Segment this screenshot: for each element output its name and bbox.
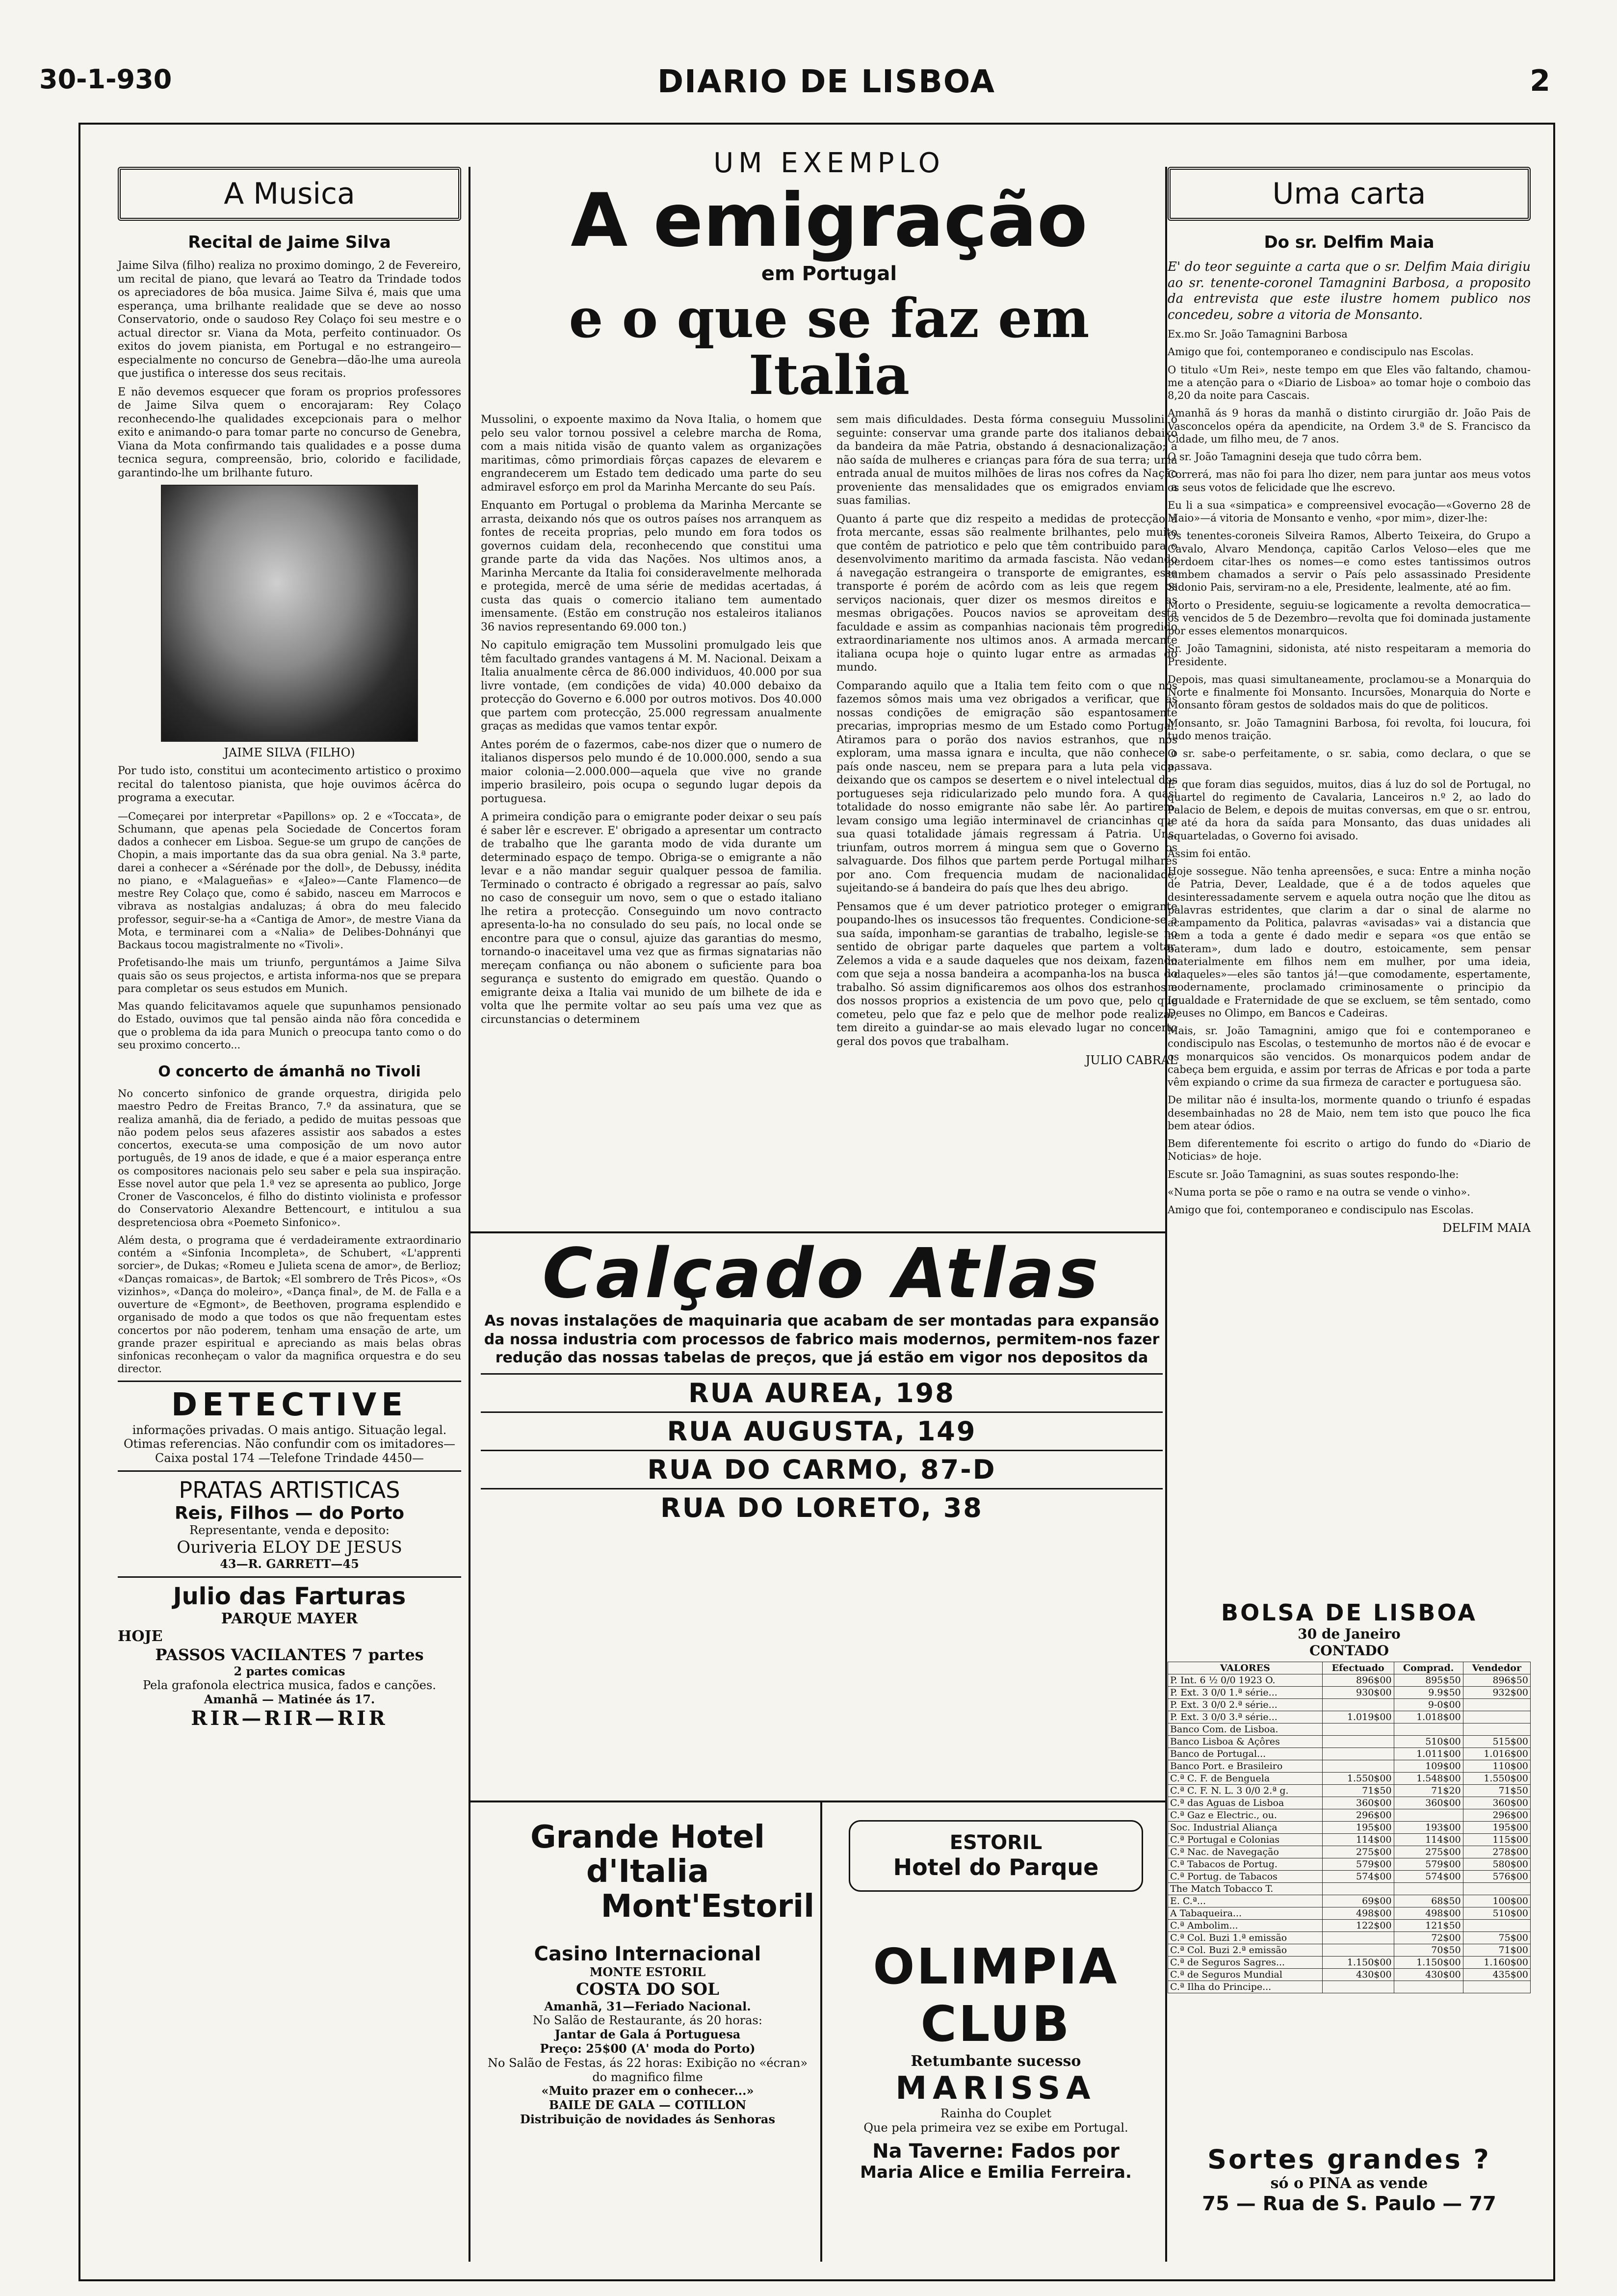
table-row bbox=[1168, 1957, 1531, 1969]
table-cell: 580$00 bbox=[1463, 1858, 1530, 1871]
article-paragraph: Antes porém de o fazermos, cabe-nos dizer que o numero de italianos dispersos pelo mundo é de 10.000.000, sendo a sua maior colonia—2.000.000—aquela que vive no grande imperio brasileiro, pois ocupa o segundo lugar depois da portuguesa. bbox=[481, 738, 822, 805]
pratas-ad-line: 43—R. GARRETT—45 bbox=[220, 1557, 359, 1571]
table-cell: 932$00 bbox=[1463, 1687, 1530, 1699]
table-cell: 510$00 bbox=[1394, 1736, 1463, 1748]
table-cell bbox=[1322, 1981, 1394, 1993]
portrait-photo bbox=[161, 485, 418, 742]
julio-ad-line: HOJE bbox=[118, 1628, 163, 1645]
table-cell bbox=[1322, 1932, 1394, 1944]
table-cell: The Match Tobacco T. bbox=[1168, 1883, 1323, 1895]
recital-paragraph: Mas quando felicitavamos aquele que supunhamos pensionado do Estado, ouvimos que tal pensão ainda não fôra concedida e que o problema da ida para Munich o preocupa tanto como o do seu proximo concerto... bbox=[118, 1000, 461, 1051]
music-column bbox=[118, 167, 461, 1735]
table-cell: C.ª das Aguas de Lisboa bbox=[1168, 1797, 1323, 1809]
bolsa-column-header: Comprad. bbox=[1394, 1662, 1463, 1674]
article-column-1 bbox=[481, 413, 822, 1067]
table-cell: P. Ext. 3 0/0 1.ª série... bbox=[1168, 1687, 1323, 1699]
table-cell bbox=[1322, 1883, 1394, 1895]
article-paragraph: Comparando aquilo que a Italia tem feito com o que nós fazemos sômos mais uma vez obrigados a verificar, que as nossas condições de emigração são espantosamente precarias, improprias mesmo de um Estado como Portugal. Atiramos para o porão dos navios estranhos, que nos exploram, uma massa ignara e inculta, que não conhece o país onde nasceu, nem se prepara para a luta pela vida, deixando que os campos se desertem e o nivel intelectual dos portugueses seja ridicularizado pelo mundo fora. A quasi totalidade do nosso emigrante não sabe lêr. Ao partirem, levam consigo uma legião interminavel de criancinhas que sua quasi totalidade jámais regressam á Patria. Uns, triunfam, outros morrem á mingua sem que o Governo os salvaguarde. Dos filhos que partem perde Portugal milhares por ano. Com frequencia mudam de nacionalidade, sujeitando-se á bandeira do país que lhes deu abrigo. bbox=[836, 679, 1177, 894]
table-cell: 193$00 bbox=[1394, 1822, 1463, 1834]
casino-ad bbox=[481, 1943, 814, 2127]
table-cell: C.ª C. F. de Benguela bbox=[1168, 1773, 1323, 1785]
article-paragraph: No capitulo emigração tem Mussolini promulgado leis que têm facultado grandes vantagens á M. M. Nacional. Deixam a Italia anualmente cêrca de 86.000 individuos, 40.000 por sua livre vontade, (em condições de vida) 40.000 debaixo da protecção do Governo e 6.000 por outros motivos. Dos 40.000 que partem com protecção, 25.000 regressam anualmente graças as medidas que vamos tentar expôr. bbox=[481, 639, 822, 732]
estoril-ad bbox=[829, 1805, 1163, 1938]
atlas-ad-address: RUA DO CARMO, 87-D bbox=[481, 1450, 1163, 1488]
bolsa-column-header: Vendedor bbox=[1463, 1662, 1530, 1674]
estoril-ad-line: ESTORIL bbox=[949, 1831, 1043, 1854]
table-cell bbox=[1463, 1699, 1530, 1711]
table-cell bbox=[1463, 1920, 1530, 1932]
recital-paragraph: —Começarei por interpretar «Papillons» op. 2 e «Toccata», de Schumann, que apenas pela Sociedade de Concertos foram dados a conhecer em Lisboa. Segue-se um grupo de canções de Chopin, a mais importante das da sua obra genial. Na 3.ª parte, darei a conhecer a «Sérénade por the doll», de Debussy, inédita no piano, e «Malagueñas» e «Jaleo»—Cante Flamenco—de mestre Rey Colaço que, como é sabido, nasceu em Marrocos e vibrava as nostalgias andaluzas; á obra do meu falecido professor, seguir-se-ha a «Cantiga de Amor», de mestre Viana da Mota, e terminarei com a «Nalia» de Delibes-Dohnányi que Backaus tocou magistralmente no «Tivoli». bbox=[118, 810, 461, 951]
table-cell: 110$00 bbox=[1463, 1760, 1530, 1773]
table-row bbox=[1168, 1674, 1531, 1687]
table-cell: 71$50 bbox=[1463, 1785, 1530, 1797]
table-cell: 498$00 bbox=[1322, 1907, 1394, 1920]
table-cell: 1.018$00 bbox=[1394, 1711, 1463, 1723]
article-subtitle: em Portugal bbox=[761, 262, 897, 285]
table-cell: C.ª Tabacos de Portug. bbox=[1168, 1858, 1323, 1871]
bolsa-date: 30 de Janeiro bbox=[1298, 1626, 1401, 1642]
pratas-ad-line: Ouriveria ELOY DE JESUS bbox=[177, 1537, 402, 1557]
masthead bbox=[39, 59, 1550, 113]
article-signature: JULIO CABRAL bbox=[1085, 1053, 1177, 1067]
bolsa-subtitle: CONTADO bbox=[1309, 1642, 1389, 1659]
table-cell: 275$00 bbox=[1322, 1846, 1394, 1858]
letter-paragraph: O sr. sabe-o perfeitamente, o sr. sabia, como declara, o que se passava. bbox=[1168, 748, 1531, 773]
letter-paragraph: Depois, mas quasi simultaneamente, proclamou-se a Monarquia do Norte e finalmente foi Monsanto. Incursões, Monarquia do Norte e Monsanto fôram gestos de soldados mais do que de politicos. bbox=[1168, 673, 1531, 711]
table-cell: 278$00 bbox=[1463, 1846, 1530, 1858]
table-cell bbox=[1394, 1981, 1463, 1993]
divider-article-ad bbox=[469, 1231, 1167, 1233]
table-cell: 579$00 bbox=[1394, 1858, 1463, 1871]
table-cell: 71$20 bbox=[1394, 1785, 1463, 1797]
table-cell: 1.016$00 bbox=[1463, 1748, 1530, 1760]
article-paragraph: Quanto á parte que diz respeito a medidas de protecção á frota mercante, essas são realmente brilhantes, pelo muito que contêm de patriotico e pelo que têm contribuido para o desenvolvimento maritimo da armada fascista. Não vedando á navegação estrangeira o transporte de emigrantes, esse transporte é porém de acôrdo com as leis que regem os serviços nacionais, quer dizer os mesmos direitos e as mesmas obrigações. Poucos navios se aproveitam desta faculdade e assim as companhias nacionais têm progredido extraordinariamente nos ultimos anos. A armada mercante italiana ocupa hoje o quinto lugar entre as armadas do mundo. bbox=[836, 513, 1177, 674]
letter-intro: E' do teor seguinte a carta que o sr. Delfim Maia dirigiu ao sr. tenente-coronel Tamagnini Barbosa, a proposito da entrevista que este ilustre homem publico nos concedeu, sobre a vitoria de Monsanto. bbox=[1168, 260, 1531, 322]
table-cell: 576$00 bbox=[1463, 1871, 1530, 1883]
table-cell: 71$00 bbox=[1463, 1944, 1530, 1957]
table-row bbox=[1168, 1736, 1531, 1748]
hotel-ad-name: Grande Hotel d'Italia bbox=[530, 1819, 765, 1890]
letter-paragraph: O sr. João Tamagnini deseja que tudo côrra bem. bbox=[1168, 451, 1422, 463]
table-cell bbox=[1322, 1723, 1394, 1736]
table-cell: 574$00 bbox=[1322, 1871, 1394, 1883]
emigration-article bbox=[481, 147, 1177, 1067]
estoril-ad-box bbox=[849, 1820, 1143, 1892]
atlas-ad-address: RUA AUGUSTA, 149 bbox=[481, 1411, 1163, 1450]
article-paragraph: Pensamos que é um dever patriotico proteger o emigrante poupando-lhes os insucessos tão frequentes. Condicione-se a sua saída, imponham-se garantias de trabalho, legisle-se no sentido de obrigar parte daqueles que partem a voltar. Zelemos a vida e a saude daqueles que nos deixam, fazendo com que seja a nossa bandeira a acompanha-los na busca do trabalho. Só assim dignificaremos aos olhos dos estranhos e dos nossos proprios a existencia de um povo que, pelo que cometeu, pelo que faz e pelo que de melhor pode realizar, tem direito a guindar-se ao mais elevado lugar no concerto geral dos povos que trabalham. bbox=[836, 900, 1177, 1048]
estoril-ad-line: Hotel do Parque bbox=[893, 1854, 1099, 1880]
page-number: 2 bbox=[1530, 64, 1550, 98]
recital-paragraph: Jaime Silva (filho) realiza no proximo domingo, 2 de Fevereiro, um recital de piano, que levará ao Teatro da Trindade todos os apreciadores de bôa musica. Jaime Silva é, mais que uma esperança, uma brilhante realidade que se deve ao nosso Conservatorio, onde o saudoso Rey Colaço foi seu mestre e o actual director sr. Viana da Mota, perfeito continuador. Os exitos do jovem pianista, em Portugal e no estrangeiro—especialmente no concurso de Genebra—dão-lhe uma aureola que justifica o interesse dos seus recitais. bbox=[118, 260, 461, 380]
table-cell: 430$00 bbox=[1394, 1969, 1463, 1981]
issue-date: 30-1-930 bbox=[39, 64, 172, 95]
table-cell: 896$50 bbox=[1463, 1674, 1530, 1687]
table-cell bbox=[1394, 1883, 1463, 1895]
table-row bbox=[1168, 1981, 1531, 1993]
casino-ad-title: Casino Internacional bbox=[534, 1943, 761, 1965]
julio-ad-line: Amanhã — Matinée ás 17. bbox=[204, 1692, 375, 1707]
olimpia-ad-line: Na Taverne: Fados por bbox=[872, 2139, 1120, 2163]
table-row bbox=[1168, 1785, 1531, 1797]
table-cell: C.ª Gaz e Electric., ou. bbox=[1168, 1809, 1323, 1822]
table-cell: C.ª Nac. de Navegação bbox=[1168, 1846, 1323, 1858]
table-cell: 296$00 bbox=[1463, 1809, 1530, 1822]
table-cell: 1.150$00 bbox=[1322, 1957, 1394, 1969]
table-cell: Soc. Industrial Aliança bbox=[1168, 1822, 1323, 1834]
table-cell: C.ª Ilha do Principe... bbox=[1168, 1981, 1323, 1993]
table-cell: C.ª de Seguros Sagres... bbox=[1168, 1957, 1323, 1969]
newspaper-title: DIARIO DE LISBOA bbox=[657, 64, 996, 100]
letter-paragraph: Correrá, mas não foi para lho dizer, nem para juntar aos meus votos os seus votos de felicidade que lhe escrevo. bbox=[1168, 469, 1531, 494]
olimpia-ad-line: MARISSA bbox=[895, 2070, 1096, 2107]
bolsa-quotes bbox=[1168, 1662, 1531, 1993]
table-cell: 100$00 bbox=[1463, 1895, 1530, 1907]
julio-ad-line: PARQUE MAYER bbox=[221, 1610, 358, 1628]
table-cell: 1.548$00 bbox=[1394, 1773, 1463, 1785]
table-cell: 122$00 bbox=[1322, 1920, 1394, 1932]
table-row bbox=[1168, 1858, 1531, 1871]
table-cell: 75$00 bbox=[1463, 1932, 1530, 1944]
atlas-ad-address: RUA DO LORETO, 38 bbox=[481, 1488, 1163, 1526]
letter-paragraph: Monsanto, sr. João Tamagnini Barbosa, foi revolta, foi loucura, foi tudo menos traição. bbox=[1168, 717, 1531, 742]
detective-ad bbox=[118, 1381, 461, 1470]
letter-paragraph: Amigo que foi, contemporaneo e condiscipulo nas Escolas. bbox=[1168, 346, 1474, 358]
table-cell: 296$00 bbox=[1322, 1809, 1394, 1822]
letter-paragraph: E' que foram dias seguidos, muitos, dias á luz do sol de Portugal, no quartel do regimento de Cavalaria, Lanceiros n.º 2, ao lado do Palacio de Belem, e depois de muitas conversas, em que o sr. entrou, e até da hora da saída para Monsanto, das duas unidades ali aquarteladas, o Governo foi avisado. bbox=[1168, 778, 1531, 842]
pratas-ad-title: PRATAS ARTISTICAS bbox=[179, 1476, 400, 1503]
bolsa-body bbox=[1168, 1674, 1531, 1993]
letter-paragraph: Hoje sossegue. Não tenha apreensões, e suca: Entre a minha noção de Patria, Dever, Lealdade, que é a de todos aqueles que desinteressadamente servem e aquela outra noção que lhe ditou as palavras estridentes, que clarim a dar o sinal de alarme no acampamento da Politica, palavras «avisadas» vai a distancia que nem a toda a gente é dado medir e separa «os que então se bateram», dum lado e doutro, estoicamente, sem pensar materialmente em filhos nem em mulher, por uma ideia, «daqueles»—eles são tantos já!—que comodamente, espertamente, modernamente, proclamado criminosamente o principio da Igualdade e Fraternidade de que se excluem, se têm sentado, como Deuses no Olimpo, em Bancos e Cadeiras. bbox=[1168, 865, 1531, 1019]
table-row bbox=[1168, 1895, 1531, 1907]
letter-signature: DELFIM MAIA bbox=[1442, 1221, 1531, 1235]
tivoli-paragraph: Além desta, o programa que é verdadeiramente extraordinario contém a «Sinfonia Incompleta», de Schubert, «L'apprenti sorcier», de Dukas; «Romeu e Julieta scena de amor», de Berlioz; «Danças romaicas», de Bartok; «El sombrero de Três Picos», «Os vizinhos», «Dança do moleiro», «Dança final», de M. de Falla e a ouverture de «Egmont», de Beethoven, programa esplendido e organisado de modo a que todos os que não frequentam estes concertos por não poderem, tenham uma ensação de arte, um grande prazer espiritual e apreciando as mais belas obras sinfonicas reconheçam o valor da magnifica orquestra e do seu director. bbox=[118, 1234, 461, 1375]
table-cell bbox=[1463, 1723, 1530, 1736]
table-cell bbox=[1394, 1809, 1463, 1822]
letter-paragraph: Bem diferentemente foi escrito o artigo do fundo do «Diario de Noticias» de hoje. bbox=[1168, 1138, 1531, 1163]
table-cell: P. Ext. 3 0/0 3.ª série... bbox=[1168, 1711, 1323, 1723]
casino-ad-line: No Salão de Festas, ás 22 horas: Exibição no «écran» do magnifico filme bbox=[488, 2056, 808, 2084]
article-headline: A emigração bbox=[571, 178, 1088, 263]
table-row bbox=[1168, 1723, 1531, 1736]
table-cell: E. C.ª... bbox=[1168, 1895, 1323, 1907]
table-cell: 430$00 bbox=[1322, 1969, 1394, 1981]
table-cell: P. Ext. 3 0/0 2.ª série... bbox=[1168, 1699, 1323, 1711]
casino-ad-line: COSTA DO SOL bbox=[576, 1979, 719, 1999]
table-cell bbox=[1394, 1723, 1463, 1736]
julio-ad-line: Pela grafonola electrica musica, fados e canções. bbox=[143, 1678, 436, 1693]
atlas-ad bbox=[481, 1236, 1163, 1526]
julio-ad-line: PASSOS VACILANTES 7 partes bbox=[155, 1645, 424, 1665]
divider-bottom-ads bbox=[820, 1800, 822, 2262]
table-cell bbox=[1463, 1981, 1530, 1993]
table-cell: 930$00 bbox=[1322, 1687, 1394, 1699]
article-paragraph: A primeira condição para o emigrante poder deixar o seu país é saber lêr e escrever. E' obrigado a apresentar um contracto de trabalho que lhe garanta modo de vida durante um determinado espaço de tempo. Obriga-se o emigrante a não levar e a não mandar seguir qualquer pessoa de familia. Terminado o contracto é obrigado a regressar ao país, salvo no caso de conseguir um novo, sem o que o estado italiano lhe retira a protecção. Conseguindo um novo contracto apresenta-lo-ha no consulado do seu país, no local onde se encontre para que o consul, ajuize das garantias do mesmo, tornando-o inaceitavel uma vez que as firmas signatarias não mereçam confiança ou não abonem o suficiente para boa segurança e sustento do emigrado em questão. Quando o emigrante deixa a Italia vai munido de um bilhete de ida e volta que lhe permite voltar ao seu país uma vez que as circunstancias o determinem bbox=[481, 811, 822, 1026]
table-cell: 579$00 bbox=[1322, 1858, 1394, 1871]
olimpia-ad-line: Rainha do Couplet bbox=[940, 2107, 1052, 2120]
table-row bbox=[1168, 1809, 1531, 1822]
table-cell: C.ª Col. Buzi 2.ª emissão bbox=[1168, 1944, 1323, 1957]
table-cell: 1.150$00 bbox=[1394, 1957, 1463, 1969]
table-cell: P. Int. 6 ½ 0/0 1923 O. bbox=[1168, 1674, 1323, 1687]
table-row bbox=[1168, 1944, 1531, 1957]
letter-paragraph: Morto o Presidente, seguiu-se logicamente a revolta democratica—os vencidos de 5 de Dezembro—revolta que foi dominada justamente por esses elementos monarquicos. bbox=[1168, 599, 1531, 637]
letter-paragraph: Mais, sr. João Tamagnini, amigo que foi e contemporaneo e condiscipulo nas Escolas, o testemunho de mortos não é de evocar e os monarquicos são vencidos. Os monarquicos podem andar de cabeça bem erguida, e assim por terras de Africas e por toda a parte vêm expiando o crime da sua firmeza de caracter e portuguesa são. bbox=[1168, 1025, 1531, 1088]
article-paragraph: Enquanto em Portugal o problema da Marinha Mercante se arrasta, deixando nós que os outros países nos arranquem as fontes de receita proprias, pelo mundo em fora todos os governos cuidam dela, reconhecendo que constitui uma grande parte da vida das Nações. Nos ultimos anos, a Marinha Mercante da Italia foi consideravelmente melhorada e protegida, mercê de uma série de medidas acertadas, á custa das quais o comercio italiano tem aumentado imensamente. (Estão em construção nos estaleiros italianos 36 navios representando 69.000 ton.) bbox=[481, 499, 822, 633]
table-cell: 360$00 bbox=[1322, 1797, 1394, 1809]
table-cell: Banco de Portugal... bbox=[1168, 1748, 1323, 1760]
detective-ad-title: DETECTIVE bbox=[171, 1386, 408, 1423]
article-headline-secondary: e o que se faz em Italia bbox=[569, 287, 1090, 407]
article-body bbox=[481, 413, 1177, 1067]
letter-paragraph: O titulo «Um Rei», neste tempo em que Eles vão faltando, chamou-me a atenção para o «Diario de Lisboa» ao tomar hoje o comboio das 8,20 da noite para Cascais. bbox=[1168, 364, 1531, 401]
tivoli-paragraph: No concerto sinfonico de grande orquestra, dirigida pelo maestro Pedro de Freitas Branco, 7.º da assinatura, que se realiza amanhã, dia de feriado, a pedido de muitas pessoas que não podem pelos seus afazeres assistir aos sabados a estes concertos, executa-se uma composição de um novo autor português, de 19 anos de idade, e que é a maior esperança entre os compositores nacionais pelo seu saber e pela sua inspiração. Esse novel autor que pela 1.ª vez se apresenta ao publico, Jorge Croner de Vasconcelos, é filho do distinto violinista e professor do Conservatorio Alexandre Bettencourt, e intitulou a sua despretenciosa obra «Poemeto Sinfonico». bbox=[118, 1088, 461, 1228]
letter-paragraph: Assim foi então. bbox=[1168, 847, 1251, 860]
letter-paragraph: Amanhã ás 9 horas da manhã o distinto cirurgião dr. João Pais de Vasconcelos opéra da apendicite, na Ordem 3.ª de S. Francisco da Cidade, um filho meu, de 7 anos. bbox=[1168, 407, 1531, 445]
recital-heading: Recital de Jaime Silva bbox=[188, 233, 391, 252]
hotel-italia-ad bbox=[481, 1805, 814, 1943]
table-cell bbox=[1322, 1748, 1394, 1760]
table-cell: 114$00 bbox=[1322, 1834, 1394, 1846]
table-row bbox=[1168, 1846, 1531, 1858]
letter-paragraph: «Numa porta se põe o ramo e na outra se vende o vinho». bbox=[1168, 1186, 1470, 1198]
table-row bbox=[1168, 1797, 1531, 1809]
table-cell: 114$00 bbox=[1394, 1834, 1463, 1846]
table-cell: 195$00 bbox=[1322, 1822, 1394, 1834]
table-cell: 1.550$00 bbox=[1322, 1773, 1394, 1785]
table-row bbox=[1168, 1687, 1531, 1699]
julio-ad-title: Julio das Farturas bbox=[173, 1583, 406, 1611]
table-cell: C.ª Portug. de Tabacos bbox=[1168, 1871, 1323, 1883]
sortes-ad-title: Sortes grandes ? bbox=[1207, 2144, 1491, 2175]
julio-ad-line: RIR—RIR—RIR bbox=[191, 1707, 388, 1730]
table-cell: 72$00 bbox=[1394, 1932, 1463, 1944]
table-cell: 69$00 bbox=[1322, 1895, 1394, 1907]
column-divider-left bbox=[469, 167, 470, 2262]
photo-caption: JAIME SILVA (FILHO) bbox=[224, 746, 355, 759]
table-row bbox=[1168, 1907, 1531, 1920]
table-cell: 895$50 bbox=[1394, 1674, 1463, 1687]
table-cell: 9.9$50 bbox=[1394, 1687, 1463, 1699]
table-row bbox=[1168, 1920, 1531, 1932]
julio-ad bbox=[118, 1576, 461, 1735]
table-row bbox=[1168, 1773, 1531, 1785]
casino-ad-line: Jantar de Gala á Portuguesa bbox=[554, 2027, 741, 2042]
table-cell bbox=[1322, 1736, 1394, 1748]
table-cell: 68$50 bbox=[1394, 1895, 1463, 1907]
table-cell bbox=[1463, 1883, 1530, 1895]
table-row bbox=[1168, 1760, 1531, 1773]
table-row bbox=[1168, 1834, 1531, 1846]
letter-body bbox=[1168, 328, 1531, 1216]
table-cell bbox=[1322, 1944, 1394, 1957]
atlas-ad-title: Calçado Atlas bbox=[542, 1234, 1101, 1314]
letter-paragraph: Amigo que foi, contemporaneo e condiscipulo nas Escolas. bbox=[1168, 1204, 1474, 1216]
letter-paragraph: De militar não é insulta-los, mormente quando o triunfo é espadas desembainhadas no 28 de Maio, nem tem isto que pouco lhe fica bem atear ódios. bbox=[1168, 1094, 1531, 1132]
recital-paragraph: Por tudo isto, constitui um acontecimento artistico o proximo recital do talentoso pianista, que hoje ouvimos ácêrca do programa a executar. bbox=[118, 765, 461, 804]
pratas-ad-line: Representante, venda e deposito: bbox=[189, 1523, 390, 1537]
olimpia-ad-line: Que pela primeira vez se exibe em Portugal. bbox=[863, 2120, 1128, 2135]
olimpia-ad bbox=[829, 1938, 1163, 2182]
table-cell: 195$00 bbox=[1463, 1822, 1530, 1834]
letter-paragraph: Eu li a sua «simpatica» e compreensivel evocação—«Governo 28 de Maio»—á vitoria de Monsanto e venho, «por mim», dizer-lhe: bbox=[1168, 499, 1531, 524]
tivoli-heading: O concerto de ámanhã no Tivoli bbox=[158, 1063, 421, 1080]
table-cell: Banco Com. de Lisboa. bbox=[1168, 1723, 1323, 1736]
table-cell: Banco Lisboa & Açôres bbox=[1168, 1736, 1323, 1748]
table-cell: 1.160$00 bbox=[1463, 1957, 1530, 1969]
table-row bbox=[1168, 1932, 1531, 1944]
table-cell bbox=[1463, 1711, 1530, 1723]
pratas-ad-sub: Reis, Filhos — do Porto bbox=[174, 1503, 405, 1523]
sortes-ad-line: só o PINA as vende bbox=[1270, 2175, 1428, 2192]
letter-paragraph: Escute sr. João Tamagnini, as suas soutes respondo-lhe: bbox=[1168, 1168, 1459, 1180]
table-cell: 896$00 bbox=[1322, 1674, 1394, 1687]
casino-ad-line: Preço: 25$00 (A' moda do Porto) bbox=[540, 2041, 756, 2056]
letter-paragraph: Os tenentes-coroneis Silveira Ramos, Alberto Teixeira, do Grupo a Cavalo, Alvaro Mendonça, capitão Carlos Veloso—eles que me perdoem citar-lhes os nomes—e como estes tantissimos outros tambem chamados a servir o País pelo assassinado Presidente Sidonio Pais, serviram-no a ele, Presidente, lealmente, até ao fim. bbox=[1168, 530, 1531, 594]
casino-ad-line: MONTE ESTORIL bbox=[589, 1965, 706, 1979]
recital-paragraph: E não devemos esquecer que foram os proprios professores de Jaime Silva quem o encorajaram: Rey Colaço reconhecendo-lhe qualidades excepcionais para o melhor exito e animando-o para tomar parte no concurso de Genebra, Viana da Mota confirmando tais qualidades e a posse duma tecnica segura, compreensão, brio, colorido e facilidade, garantindo-lhe um brilhante futuro. bbox=[118, 386, 461, 479]
olimpia-ad-line: Retumbante sucesso bbox=[911, 2053, 1081, 2070]
table-cell: 115$00 bbox=[1463, 1834, 1530, 1846]
olimpia-ad-line: Maria Alice e Emilia Ferreira. bbox=[860, 2162, 1132, 2182]
table-cell: 1.019$00 bbox=[1322, 1711, 1394, 1723]
pratas-ad bbox=[118, 1470, 461, 1576]
table-cell: 360$00 bbox=[1463, 1797, 1530, 1809]
table-cell: 1.011$00 bbox=[1394, 1748, 1463, 1760]
bolsa-header-row bbox=[1168, 1662, 1531, 1674]
julio-ad-line: 2 partes comicas bbox=[234, 1664, 345, 1678]
table-cell: A Tabaqueira... bbox=[1168, 1907, 1323, 1920]
table-row bbox=[1168, 1699, 1531, 1711]
table-cell: 71$50 bbox=[1322, 1785, 1394, 1797]
casino-ad-line: Amanhã, 31—Feriado Nacional. bbox=[544, 1999, 751, 2013]
table-row bbox=[1168, 1711, 1531, 1723]
table-cell: C.ª Ambolim... bbox=[1168, 1920, 1323, 1932]
sortes-ad bbox=[1168, 2144, 1531, 2215]
table-cell: C.ª de Seguros Mundial bbox=[1168, 1969, 1323, 1981]
atlas-ad-address: RUA AUREA, 198 bbox=[481, 1373, 1163, 1411]
sortes-ad-line: 75 — Rua de S. Paulo — 77 bbox=[1202, 2192, 1496, 2215]
table-row bbox=[1168, 1883, 1531, 1895]
recital-paragraph: Profetisando-lhe mais um triunfo, perguntámos a Jaime Silva quais são os seus projectos, e artista informa-nos que se prepara para completar os seus estudos em Munich. bbox=[118, 957, 461, 994]
casino-ad-line: Distribuição de novidades ás Senhoras bbox=[520, 2112, 775, 2126]
table-cell bbox=[1322, 1699, 1394, 1711]
table-cell: 498$00 bbox=[1394, 1907, 1463, 1920]
table-cell: 9-0$00 bbox=[1394, 1699, 1463, 1711]
bolsa-title: BOLSA DE LISBOA bbox=[1221, 1599, 1477, 1626]
table-cell: 510$00 bbox=[1463, 1907, 1530, 1920]
table-cell: 574$00 bbox=[1394, 1871, 1463, 1883]
table-cell: C.ª Col. Buzi 1.ª emissão bbox=[1168, 1932, 1323, 1944]
olimpia-ad-title: OLIMPIA CLUB bbox=[873, 1938, 1119, 2053]
article-column-2 bbox=[836, 413, 1177, 1067]
table-cell: 435$00 bbox=[1463, 1969, 1530, 1981]
letter-heading: Do sr. Delfim Maia bbox=[1264, 233, 1434, 252]
letter-paragraph: Ex.mo Sr. João Tamagnini Barbosa bbox=[1168, 328, 1348, 340]
table-cell: 360$00 bbox=[1394, 1797, 1463, 1809]
table-cell: 275$00 bbox=[1394, 1846, 1463, 1858]
article-kicker: UM EXEMPLO bbox=[713, 147, 945, 179]
table-cell: 1.550$00 bbox=[1463, 1773, 1530, 1785]
table-cell: 70$50 bbox=[1394, 1944, 1463, 1957]
table-row bbox=[1168, 1969, 1531, 1981]
casino-ad-line: «Muito prazer em o conhecer...» bbox=[541, 2084, 754, 2098]
music-section-title: A Musica bbox=[118, 167, 461, 221]
article-paragraph: sem mais dificuldades. Desta fórma conseguiu Mussolini o seguinte: conservar uma grande parte dos italianos debaixo da bandeira da mãe Patria, obstando á desnacionalização; a não saída de mulheres e crianças para fóra de sua terra; uma entrada anual de muitos milhões de liras nos cofres da Nação proveniente das mensalidades que os emigrados enviam a suas familias. bbox=[836, 414, 1177, 507]
letter-paragraph: Sr. João Tamagnini, sidonista, até nisto respeitaram a memoria do Presidente. bbox=[1168, 643, 1531, 668]
divider-ads-row bbox=[469, 1800, 1167, 1802]
table-row bbox=[1168, 1822, 1531, 1834]
bolsa-column-header: VALORES bbox=[1168, 1662, 1323, 1674]
table-cell: C.ª C. F. N. L. 3 0/0 2.ª g. bbox=[1168, 1785, 1323, 1797]
stock-exchange-table bbox=[1168, 1599, 1531, 1993]
hotel-ad-place: Mont'Estoril bbox=[600, 1888, 814, 1925]
atlas-ad-text: As novas instalações de maquinaria que acabam de ser montadas para expansão da nossa industria com processos de fabrico mais modernos, permitem-nos fazer redução das nossas tabelas de preços, que já estão em vigor nos depositos da bbox=[484, 1312, 1160, 1366]
table-cell: Banco Port. e Brasileiro bbox=[1168, 1760, 1323, 1773]
table-cell bbox=[1322, 1760, 1394, 1773]
table-cell: 109$00 bbox=[1394, 1760, 1463, 1773]
casino-ad-line: No Salão de Restaurante, ás 20 horas: bbox=[533, 2013, 762, 2028]
article-paragraph: Mussolini, o expoente maximo da Nova Italia, o homem que pelo seu valor tornou possivel a celebre marcha de Roma, com a mais nitida visão de quanto valem as organizações maritimas, cômo primordiais fôrças capazes de elevarem e engrandecerem um Estado tem dedicado uma parte do seu admiravel esforço em prol da Marinha Mercante do seu País. bbox=[481, 414, 822, 494]
detective-ad-text: informações privadas. O mais antigo. Situação legal. Otimas referencias. Não confundir com os imitadores—Caixa postal 174 —Telefone Trindade 4450— bbox=[123, 1423, 456, 1465]
casino-ad-line: BAILE DE GALA — COTILLON bbox=[548, 2098, 747, 2113]
bolsa-column-header: Efectuado bbox=[1322, 1662, 1394, 1674]
table-cell: C.ª Portugal e Colonias bbox=[1168, 1834, 1323, 1846]
letter-section-title: Uma carta bbox=[1168, 167, 1531, 221]
table-cell: 515$00 bbox=[1463, 1736, 1530, 1748]
table-row bbox=[1168, 1748, 1531, 1760]
table-row bbox=[1168, 1871, 1531, 1883]
letter-column bbox=[1168, 167, 1531, 1235]
table-cell: 121$50 bbox=[1394, 1920, 1463, 1932]
